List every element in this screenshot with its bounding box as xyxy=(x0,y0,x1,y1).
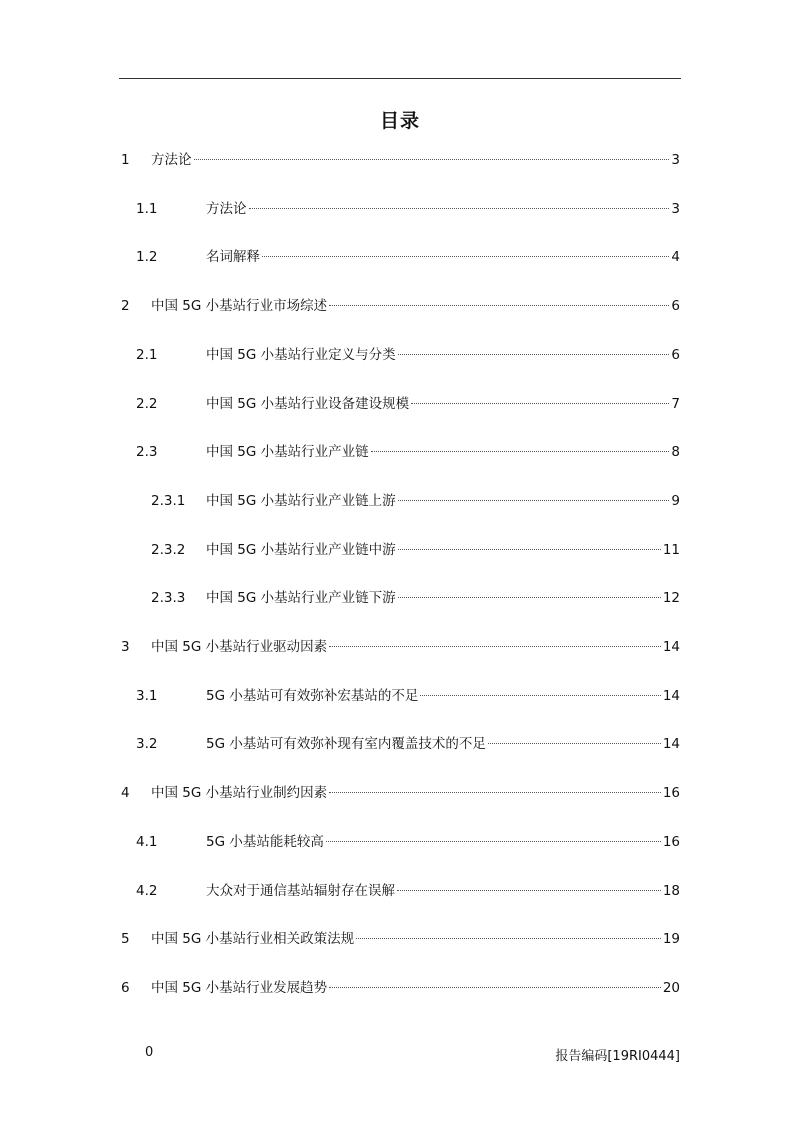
toc-dot-leader xyxy=(488,743,661,744)
toc-entry-number: 2.2 xyxy=(136,395,158,412)
header-rule xyxy=(119,78,681,79)
toc-entry-label: 大众对于通信基站辐射存在误解 xyxy=(206,882,395,899)
toc-entry[interactable] xyxy=(136,733,680,755)
toc-entry-page: 6 xyxy=(671,346,680,363)
toc-entry-page: 14 xyxy=(662,639,680,655)
toc-dot-leader xyxy=(371,451,670,452)
toc-entry[interactable] xyxy=(136,344,680,366)
toc-entry-page: 16 xyxy=(662,833,680,850)
toc-dot-leader xyxy=(398,549,661,550)
toc-dot-leader xyxy=(397,890,661,891)
toc-entry-label: 名词解释 xyxy=(206,249,260,266)
toc-entry[interactable] xyxy=(151,539,680,561)
toc-dot-leader xyxy=(411,403,669,404)
toc-entry-page: 4 xyxy=(671,249,680,266)
toc-entry-label: 5G 小基站可有效弥补宏基站的不足 xyxy=(206,687,419,704)
toc-entry[interactable] xyxy=(136,880,680,902)
toc-entry-number: 1.2 xyxy=(136,249,158,266)
toc-entry[interactable] xyxy=(136,246,680,268)
toc-entry[interactable] xyxy=(151,587,680,609)
toc-dot-leader xyxy=(398,500,670,501)
toc-title: 目录 xyxy=(379,110,420,132)
toc-entry-number: 5 xyxy=(121,931,130,948)
toc-entry-label: 中国 5G 小基站行业市场综述 xyxy=(151,298,328,315)
toc-entry-label: 方法论 xyxy=(151,152,192,168)
toc-entry-label: 方法论 xyxy=(206,200,247,217)
toc-dot-leader xyxy=(329,987,661,988)
toc-entry-page: 14 xyxy=(662,687,680,704)
toc-entry-label: 中国 5G 小基站行业产业链下游 xyxy=(206,590,396,607)
toc-entry-label: 中国 5G 小基站行业发展趋势 xyxy=(151,979,328,996)
toc-entry-page: 12 xyxy=(662,590,680,607)
footer-report-code: 报告编码[19RI0444] xyxy=(555,1049,680,1064)
toc-entry[interactable] xyxy=(136,685,680,707)
toc-entry-label: 中国 5G 小基站行业相关政策法规 xyxy=(151,931,355,948)
toc-entry-page: 3 xyxy=(671,152,680,168)
toc-entry-number: 1 xyxy=(121,152,130,168)
toc-entry-page: 8 xyxy=(671,444,680,461)
toc-entry-number: 2.3.3 xyxy=(151,590,186,607)
toc-entry-number: 4.1 xyxy=(136,833,158,850)
toc-dot-leader xyxy=(329,792,661,793)
toc-entry-page: 9 xyxy=(671,492,680,509)
toc-dot-leader xyxy=(398,597,661,598)
toc-entry[interactable] xyxy=(136,198,680,220)
toc-entry-page: 20 xyxy=(662,979,680,996)
toc-entry-number: 1.1 xyxy=(136,200,158,217)
toc-entry-page: 18 xyxy=(662,882,680,899)
toc-entry[interactable] xyxy=(121,636,680,658)
toc-entry-label: 中国 5G 小基站行业驱动因素 xyxy=(151,639,328,655)
toc-entry-page: 6 xyxy=(671,298,680,315)
toc-entry-number: 4 xyxy=(121,785,130,802)
toc-dot-leader xyxy=(329,646,661,647)
toc-entry-page: 14 xyxy=(662,736,680,753)
toc-entry[interactable] xyxy=(121,928,680,950)
toc-dot-leader xyxy=(326,841,661,842)
toc-entry[interactable] xyxy=(121,295,680,317)
toc-entry[interactable] xyxy=(121,149,680,171)
toc-dot-leader xyxy=(262,256,669,257)
toc-entry-number: 6 xyxy=(121,979,130,996)
toc-entry-number: 2.3.1 xyxy=(151,492,186,509)
toc-entry-label: 5G 小基站能耗较高 xyxy=(206,833,324,850)
toc-entry[interactable] xyxy=(151,490,680,512)
toc-entry-label: 中国 5G 小基站行业设备建设规模 xyxy=(206,395,410,412)
toc-dot-leader xyxy=(398,354,670,355)
toc-entry-label: 中国 5G 小基站行业产业链 xyxy=(206,444,369,461)
toc-dot-leader xyxy=(356,938,661,939)
footer-page-number: 0 xyxy=(145,1045,154,1060)
toc-entry-page: 11 xyxy=(662,541,680,558)
toc-entry-label: 中国 5G 小基站行业产业链中游 xyxy=(206,541,396,558)
toc-dot-leader xyxy=(194,159,670,160)
toc-entry-label: 中国 5G 小基站行业制约因素 xyxy=(151,785,328,802)
toc-entry-number: 3.1 xyxy=(136,687,158,704)
toc-entry-page: 19 xyxy=(662,931,680,948)
toc-entry-number: 2 xyxy=(121,298,130,315)
toc-dot-leader xyxy=(420,695,660,696)
toc-entry-number: 2.3 xyxy=(136,444,158,461)
toc-entry[interactable] xyxy=(121,782,680,804)
toc-entry-page: 3 xyxy=(671,200,680,217)
toc-entry-number: 2.1 xyxy=(136,346,158,363)
toc-entry-number: 4.2 xyxy=(136,882,158,899)
toc-entry[interactable] xyxy=(136,393,680,415)
toc-dot-leader xyxy=(329,305,669,306)
toc-entry[interactable] xyxy=(136,831,680,853)
toc-entry-label: 中国 5G 小基站行业产业链上游 xyxy=(206,492,396,509)
toc-entry-label: 5G 小基站可有效弥补现有室内覆盖技术的不足 xyxy=(206,736,486,753)
toc-entry-number: 2.3.2 xyxy=(151,541,186,558)
toc-entry-label: 中国 5G 小基站行业定义与分类 xyxy=(206,346,396,363)
toc-entry-page: 7 xyxy=(671,395,680,412)
toc-entry[interactable] xyxy=(136,441,680,463)
toc-entry-page: 16 xyxy=(662,785,680,802)
toc-entry[interactable] xyxy=(121,977,680,999)
toc-entry-number: 3.2 xyxy=(136,736,158,753)
toc-dot-leader xyxy=(249,208,670,209)
toc-entry-number: 3 xyxy=(121,639,130,655)
